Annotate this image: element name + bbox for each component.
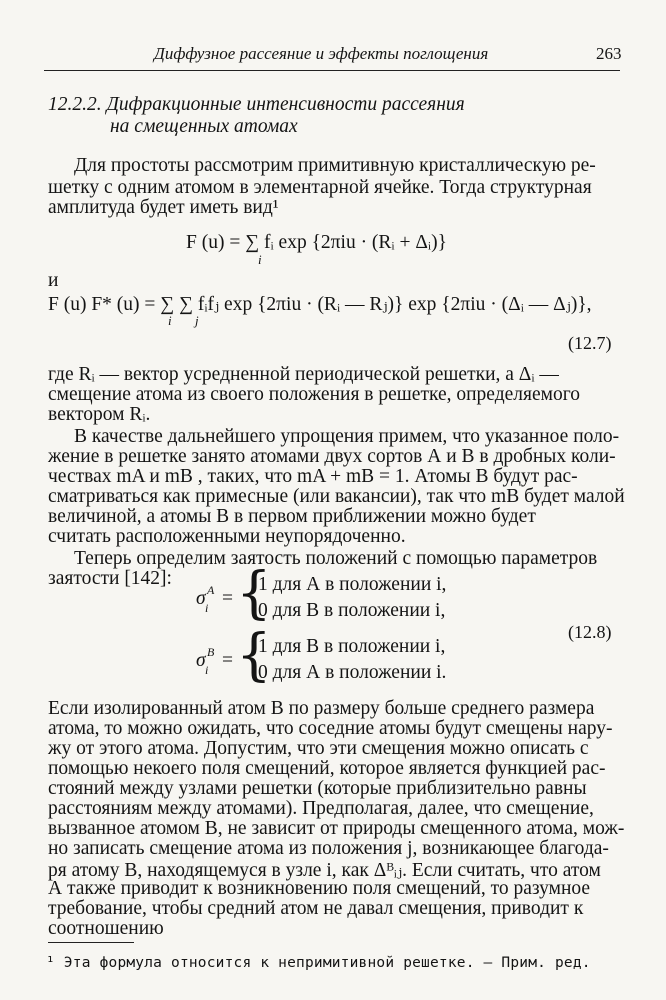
page-number: 263: [596, 44, 622, 63]
section-title-line1: 12.2.2. Дифракционные интенсивности рассеяния: [48, 94, 465, 115]
left-brace: {: [236, 561, 272, 626]
para5-line: Если изолированный атом В по размеру больше среднего размера: [48, 698, 595, 719]
para3-line: величиной, а атомы В в первом приближении можно будет: [48, 506, 536, 527]
footnote-rule: [48, 942, 134, 943]
para3-line: чествах mA и mB , таких, что mA + mB = 1. Атомы В будут рас-: [48, 466, 578, 487]
sum-index: i: [258, 252, 262, 267]
running-header: Диффузное рассеяние и эффекты поглощения: [154, 44, 489, 63]
equation-structure-amplitude: F (u) = ∑ fᵢ exp {2πiu · (Rᵢ + Δᵢ)}: [186, 232, 447, 253]
para4-line: Теперь определим заятость положений с помощью параметров: [74, 548, 598, 569]
equation-intensity: F (u) F* (u) = ∑ ∑ fᵢfⱼ exp {2πiu · (Rᵢ — Rⱼ)} exp {2πiu · (Δᵢ — Δⱼ)},: [48, 294, 592, 315]
para2-line: смещение атома из своего положения в решетке, определяемого: [48, 384, 580, 405]
para5-line: стояний между узлами решетки (которые приблизительно равны: [48, 778, 587, 799]
para5-line: ря атому В, находящемуся в узле i, как Δᴮᵢⱼ. Если считать, что атом: [48, 860, 601, 881]
para5-line: атома, то можно ожидать, что соседние атомы будут смещены нару-: [48, 718, 613, 739]
case-line: 1 для В в положении i,: [258, 636, 446, 657]
equation-number: (12.7): [568, 333, 612, 353]
left-brace: {: [236, 623, 272, 688]
sigma-a-sup: A: [207, 583, 215, 597]
sum-index: j: [195, 313, 199, 328]
section-title-line2: на смещенных атомах: [110, 116, 298, 137]
equals-sign: =: [222, 588, 233, 609]
equals-sign: =: [222, 650, 233, 671]
para3-line: В качестве дальнейшего упрощения примем, что указанное поло-: [74, 426, 620, 447]
para5-line: жу от этого атома. Допустим, что эти смещения можно описать с: [48, 738, 589, 759]
case-line: 0 для А в положении i.: [258, 662, 447, 683]
sigma-a-sub: i: [205, 601, 209, 615]
para1-line: шетку с одним атомом в элементарной ячейке. Тогда структурная: [48, 177, 592, 198]
para3-line: сматриваться как примесные (или вакансии), так что mB будет малой: [48, 486, 625, 507]
para5-line: помощью некоего поля смещений, которое является функцией рас-: [48, 758, 606, 779]
para5-line: А также приводит к возникновению поля смещений, то разумное: [48, 878, 591, 899]
para4-line: заятости [142]:: [48, 568, 172, 589]
para2-line: вектором Rᵢ.: [48, 404, 151, 425]
sigma-a-symbol: σ: [196, 588, 206, 609]
case-line: 0 для В в положении i,: [258, 600, 446, 621]
para5-line: расстояниям между атомами). Предполагая, далее, что смещение,: [48, 798, 594, 819]
para1-line: Для простоты рассмотрим примитивную кристаллическую ре-: [74, 155, 596, 176]
case-line: 1 для А в положении i,: [258, 574, 447, 595]
para5-line: требование, чтобы средний атом не давал смещения, приводит к: [48, 898, 584, 919]
para3-line: жение в решетке занято атомами двух сортов А и В в дробных коли-: [48, 446, 616, 467]
para3-line: считать расположенными неупорядоченно.: [48, 526, 406, 547]
sum-index: i: [168, 313, 172, 328]
footnote: ¹ Эта формула относится к непримитивной решетке. — Прим. ред.: [46, 955, 591, 971]
and-word: и: [48, 270, 59, 291]
para5-line: но записать смещение атома из положения j, возникающее благода-: [48, 838, 609, 859]
para5-line: вызванное атомом В, не зависит от природы смещенного атома, мож-: [48, 818, 625, 839]
sigma-b-sub: i: [205, 663, 209, 677]
para5-line: соотношению: [48, 918, 164, 939]
equation-number: (12.8): [568, 622, 612, 642]
sigma-b-sup: B: [207, 645, 215, 659]
para1-line: амплитуда будет иметь вид¹: [48, 197, 279, 218]
header-rule: [44, 70, 620, 71]
para2-line: где Rᵢ — вектор усредненной периодической решетки, а Δᵢ —: [48, 364, 559, 385]
sigma-b-symbol: σ: [196, 650, 206, 671]
